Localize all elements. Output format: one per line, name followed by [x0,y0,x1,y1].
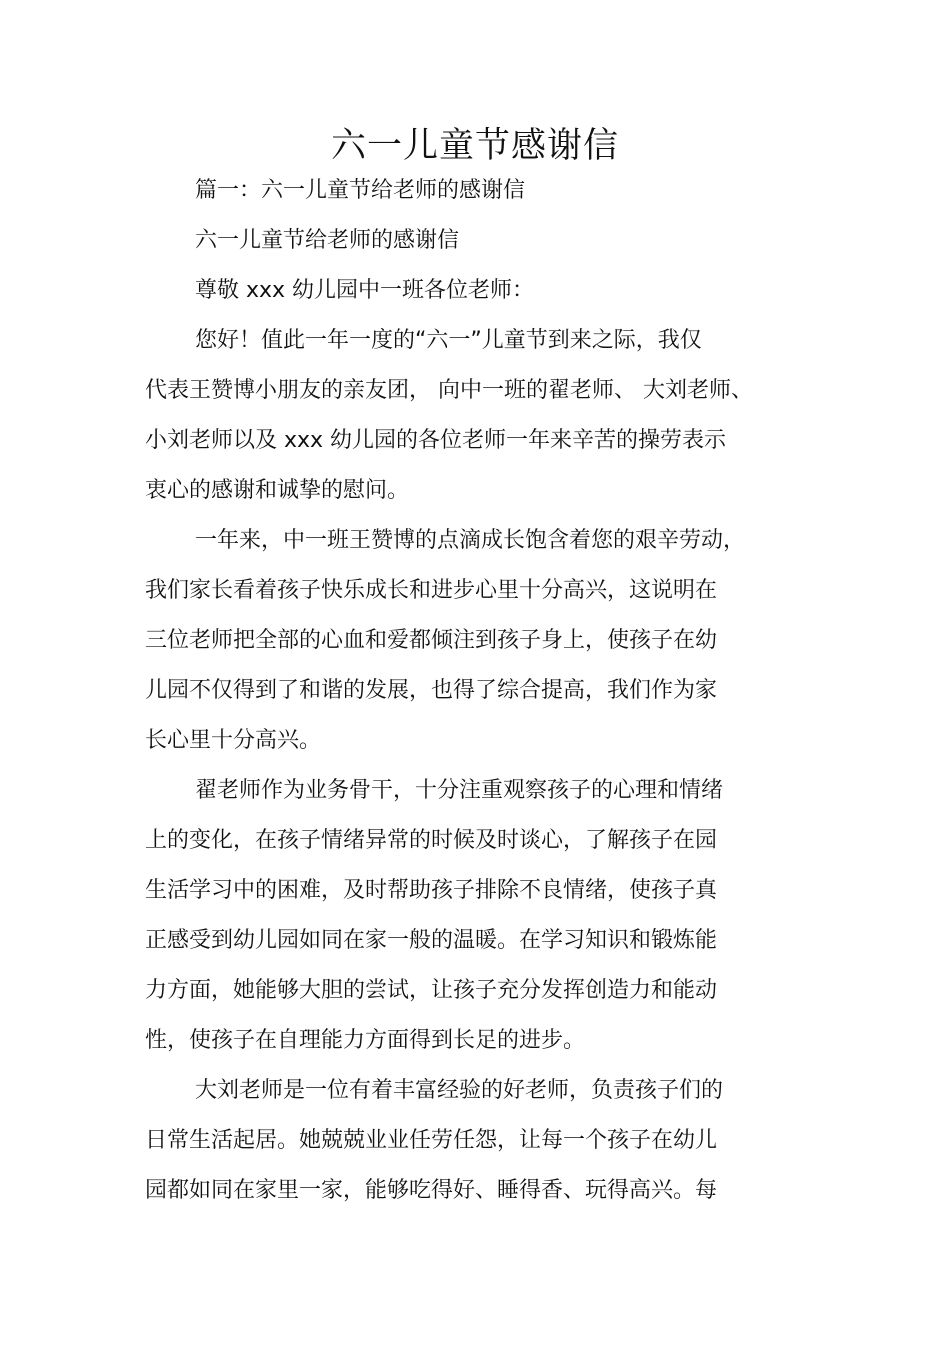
text-line: 生活学习中的困难，及时帮助孩子排除不良情绪，使孩子真 [145,878,718,903]
text-line: 力方面，她能够大胆的尝试，让孩子充分发挥创造力和能动 [145,978,718,1003]
text-line: 日常生活起居。她兢兢业业任劳任怨，让每一个孩子在幼儿 [145,1128,718,1153]
section-heading: 篇一：六一儿童节给老师的感谢信 [195,178,526,203]
text-line: 儿园不仅得到了和谐的发展，也得了综合提高，我们作为家 [145,678,718,703]
text-line: 代表王赞博小朋友的亲友团， 向中一班的翟老师、 大刘老师、 [145,378,753,403]
text-line: 正感受到幼儿园如同在家一般的温暖。在学习知识和锻炼能 [145,928,718,953]
text-line: 您好！值此一年一度的“六一”儿童节到来之际，我仅 [195,328,702,353]
salutation: 尊敬 xxx 幼儿园中一班各位老师： [195,278,535,303]
text-line: 性，使孩子在自理能力方面得到长足的进步。 [145,1028,586,1053]
text-line: 三位老师把全部的心血和爱都倾注到孩子身上，使孩子在幼 [145,628,718,653]
text-line: 小刘老师以及 xxx 幼儿园的各位老师一年来辛苦的操劳表示 [145,428,727,453]
text-line: 衷心的感谢和诚挚的慰问。 [145,478,410,503]
text-line: 园都如同在家里一家，能够吃得好、睡得香、玩得高兴。每 [145,1178,718,1203]
text-line: 大刘老师是一位有着丰富经验的好老师，负责孩子们的 [195,1078,724,1103]
text-line: 上的变化，在孩子情绪异常的时候及时谈心，了解孩子在园 [145,828,718,853]
text-line: 翟老师作为业务骨干，十分注重观察孩子的心理和情绪 [195,778,724,803]
document-title: 六一儿童节感谢信 [330,126,619,166]
letter-title: 六一儿童节给老师的感谢信 [195,228,460,253]
text-line: 我们家长看着孩子快乐成长和进步心里十分高兴，这说明在 [145,578,718,603]
text-line: 一年来，中一班王赞博的点滴成长饱含着您的艰辛劳动， [195,528,746,553]
text-line: 长心里十分高兴。 [145,728,322,753]
